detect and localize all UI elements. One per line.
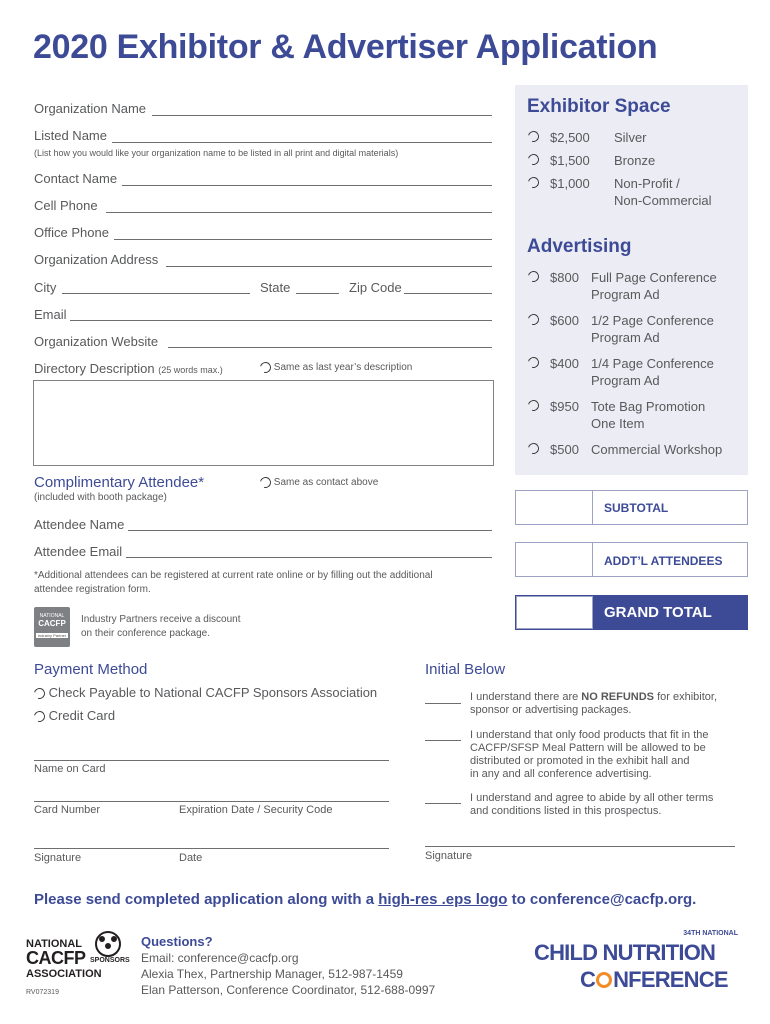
attendee-footnote-line1: *Additional attendees can be registered at current rate online or by filling out the additional <box>34 570 433 581</box>
option-description <box>614 152 655 169</box>
contact-line2: Elan Patterson, Conference Coordinator, 512-688-0997 <box>141 983 436 997</box>
org-name-label: Organization Name <box>34 101 146 116</box>
name-on-card-field[interactable] <box>34 760 389 761</box>
contact-line1: Alexia Thex, Partnership Manager, 512-987-1459 <box>141 967 403 981</box>
item1-a: I understand there are <box>470 691 582 703</box>
credit-label: Credit Card <box>48 708 116 723</box>
initial-item-1 <box>470 691 717 717</box>
initial-item-3 <box>470 792 713 818</box>
option-desc-line1: Tote Bag Promotion <box>591 399 706 414</box>
state-field[interactable] <box>296 293 339 294</box>
people-icon <box>92 930 124 958</box>
conference-logo <box>534 930 746 996</box>
attendee-name-field[interactable] <box>128 530 492 531</box>
item2-line: in any and all conference advertising. <box>470 768 652 780</box>
zip-label: Zip Code <box>349 280 402 295</box>
website-field[interactable] <box>168 347 492 348</box>
radio-icon[interactable] <box>526 398 541 413</box>
name-on-card-label: Name on Card <box>34 763 106 775</box>
send-b: to conference@cacfp.org. <box>507 891 697 908</box>
org-address-label: Organization Address <box>34 252 159 267</box>
badge-line1: NATIONAL <box>39 613 65 619</box>
item1-b: NO REFUNDS <box>581 691 655 703</box>
revision-code: RV072319 <box>26 989 59 996</box>
credit-card-option[interactable] <box>34 708 115 723</box>
option-price: $2,500 <box>550 130 590 145</box>
item2-line: distributed or promoted in the exhibit hall and <box>470 755 690 767</box>
radio-icon[interactable] <box>526 129 541 144</box>
option-description <box>591 441 722 458</box>
item3-line: I understand and agree to abide by all other terms <box>470 792 714 804</box>
card-number-field[interactable] <box>34 801 389 802</box>
contact-email: Email: conference@cacfp.org <box>141 951 299 965</box>
advertising-option[interactable] <box>528 398 743 434</box>
cell-phone-field[interactable] <box>106 212 492 213</box>
partner-line1: Industry Partners receive a discount <box>81 614 241 625</box>
payment-heading: Payment Method <box>34 661 148 678</box>
badge-line3: Industry Partner <box>37 633 67 638</box>
logo-line3: SPONSORS <box>90 957 130 964</box>
conf-big1: CHILD NUTRITION <box>534 940 716 965</box>
attendee-name-label: Attendee Name <box>34 517 125 532</box>
advertising-option[interactable] <box>528 441 743 477</box>
conf-small: 34TH NATIONAL <box>683 930 738 937</box>
item1-d: sponsor or advertising packages. <box>470 704 632 716</box>
option-desc-line2: Program Ad <box>591 373 660 388</box>
initial-field-3[interactable] <box>425 803 461 804</box>
option-price: $1,500 <box>550 153 590 168</box>
org-name-field[interactable] <box>152 115 492 116</box>
radio-icon[interactable] <box>258 360 273 375</box>
directory-note: (25 words max.) <box>158 365 223 375</box>
website-label: Organization Website <box>34 334 159 349</box>
city-field[interactable] <box>62 293 250 294</box>
contact-name-label: Contact Name <box>34 171 118 186</box>
directory-label <box>34 361 223 376</box>
option-price: $600 <box>550 313 579 328</box>
contact-name-field[interactable] <box>122 185 492 186</box>
advertising-option[interactable] <box>528 312 743 348</box>
initial-heading: Initial Below <box>425 661 506 678</box>
option-price: $400 <box>550 356 579 371</box>
send-instructions <box>34 891 696 908</box>
option-desc-line2: Program Ad <box>591 287 660 302</box>
partner-line2: on their conference package. <box>81 628 210 639</box>
option-description <box>591 312 714 346</box>
option-description <box>591 398 705 432</box>
radio-icon[interactable] <box>526 312 541 327</box>
listed-name-note: (List how you would like your organization name to be listed in all print and digital materials) <box>34 148 399 158</box>
attendee-footnote <box>34 569 433 597</box>
initial-field-2[interactable] <box>425 740 461 741</box>
same-contact-option[interactable] <box>260 477 378 488</box>
item3-line: and conditions listed in this prospectus. <box>470 805 662 817</box>
option-desc-line1: Commercial Workshop <box>591 442 723 457</box>
signature-field[interactable] <box>34 848 389 849</box>
radio-icon[interactable] <box>258 475 273 490</box>
same-last-year-option[interactable] <box>260 362 412 373</box>
radio-icon[interactable] <box>526 152 541 167</box>
cell-phone-label: Cell Phone <box>34 198 98 213</box>
apple-icon <box>596 972 612 988</box>
attendee-email-field[interactable] <box>126 557 492 558</box>
same-contact-label: Same as contact above <box>273 477 379 489</box>
logo-line4: ASSOCIATION <box>26 968 102 980</box>
card-number-label: Card Number <box>34 804 101 816</box>
expiration-label: Expiration Date / Security Code <box>179 804 333 816</box>
option-price: $800 <box>550 270 579 285</box>
option-description <box>591 355 714 389</box>
signature-label: Signature <box>34 852 82 864</box>
logo-line2: CACFP <box>26 948 86 968</box>
state-label: State <box>260 280 291 295</box>
radio-icon[interactable] <box>526 355 541 370</box>
logo-line1: NATIONAL <box>26 938 83 950</box>
initial-item-2 <box>470 729 709 781</box>
date-label: Date <box>179 852 203 864</box>
cacfp-logo <box>26 930 130 984</box>
zip-field[interactable] <box>404 293 492 294</box>
directory-label-text: Directory Description <box>34 361 155 376</box>
option-desc-line1: Full Page Conference <box>591 270 717 285</box>
email-label: Email <box>34 307 67 322</box>
attendee-heading: Complimentary Attendee* <box>34 474 205 491</box>
radio-icon[interactable] <box>526 269 541 284</box>
option-desc-line2: Program Ad <box>591 330 660 345</box>
option-desc-line1: Bronze <box>614 153 656 168</box>
grand-total-amount[interactable] <box>516 596 593 629</box>
directory-description-textarea[interactable] <box>33 380 494 466</box>
advertising-heading: Advertising <box>527 236 632 257</box>
item1-c: for exhibitor, <box>654 691 718 703</box>
option-price: $500 <box>550 442 579 457</box>
same-last-year-label: Same as last year’s description <box>273 362 413 374</box>
radio-icon[interactable] <box>32 686 47 701</box>
subtotal-amount[interactable] <box>516 491 593 524</box>
option-desc-line1: 1/4 Page Conference <box>591 356 714 371</box>
radio-icon[interactable] <box>32 709 47 724</box>
item2-line: I understand that only food products that fit in the <box>470 729 709 741</box>
initial-signature-field[interactable] <box>425 846 735 847</box>
attendee-email-label: Attendee Email <box>34 544 123 559</box>
page-title: 2020 Exhibitor & Advertiser Application <box>33 28 658 66</box>
initial-signature-label: Signature <box>425 850 473 862</box>
radio-icon[interactable] <box>526 441 541 456</box>
eps-logo-link[interactable]: high-res .eps logo <box>378 891 508 908</box>
partner-discount-text <box>81 613 241 641</box>
email-field[interactable] <box>70 320 492 321</box>
grand-total-label: GRAND TOTAL <box>604 604 712 621</box>
office-phone-field[interactable] <box>114 239 492 240</box>
conf-c: C <box>580 967 596 992</box>
questions-heading: Questions? <box>141 934 213 949</box>
item2-line: CACFP/SFSP Meal Pattern will be allowed to be <box>470 742 706 754</box>
option-description <box>614 175 712 209</box>
addtl-attendees-label: ADDT’L ATTENDEES <box>604 554 723 568</box>
send-a: Please send completed application along with a <box>34 891 379 908</box>
exhibitor-option[interactable] <box>528 175 743 211</box>
contact-block <box>141 934 435 998</box>
office-phone-label: Office Phone <box>34 225 109 240</box>
option-desc-line1: 1/2 Page Conference <box>591 313 714 328</box>
radio-icon[interactable] <box>526 175 541 190</box>
industry-partner-badge <box>34 607 70 647</box>
initial-field-1[interactable] <box>425 703 461 704</box>
option-price: $950 <box>550 399 579 414</box>
option-desc-line1: Silver <box>614 130 647 145</box>
attendee-footnote-line2: attendee registration form. <box>34 584 151 595</box>
subtotal-label: SUBTOTAL <box>604 501 669 515</box>
listed-name-field[interactable] <box>112 142 492 143</box>
org-address-field[interactable] <box>166 266 492 267</box>
advertising-option[interactable] <box>528 269 743 305</box>
conf-big2 <box>580 967 728 993</box>
check-label: Check Payable to National CACFP Sponsors Association <box>48 685 378 700</box>
conf-nference: NFERENCE <box>613 967 728 992</box>
option-desc-line1: Non-Profit / <box>614 176 680 191</box>
city-label: City <box>34 280 57 295</box>
option-price: $1,000 <box>550 176 590 191</box>
addtl-attendees-amount[interactable] <box>516 543 593 576</box>
badge-line2: CACFP <box>38 619 66 628</box>
attendee-note: (included with booth package) <box>34 492 167 503</box>
check-option[interactable] <box>34 685 377 700</box>
listed-name-label: Listed Name <box>34 128 107 143</box>
option-desc-line2: One Item <box>591 416 645 431</box>
advertising-option[interactable] <box>528 355 743 391</box>
option-description <box>614 129 647 146</box>
exhibitor-heading: Exhibitor Space <box>527 96 671 117</box>
option-desc-line2: Non-Commercial <box>614 193 712 208</box>
option-description <box>591 269 717 303</box>
